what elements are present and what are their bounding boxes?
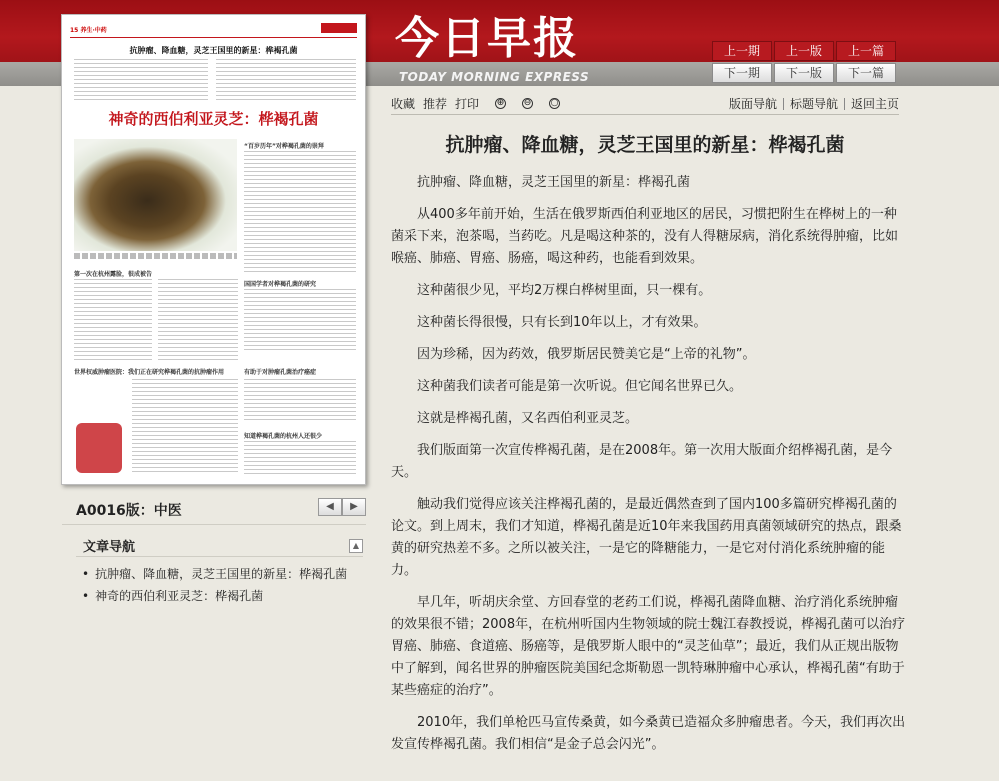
home-link[interactable]: 返回主页 [850, 96, 899, 111]
next-article-button[interactable]: 下一篇 [836, 63, 896, 83]
article-paragraph: 从400多年前开始，生活在俄罗斯西伯利亚地区的居民，习惯把附生在桦树上的一种菌采下来，泡茶喝，当药吃。凡是喝这种茶的，没有人得糖尿病，消化系统得肿瘤，比如喉癌、肺癌、胃癌、肠癌，喝这种药，也能看到效果。 [391, 207, 899, 266]
print-link[interactable]: 打印 [455, 97, 480, 111]
bookmark-link[interactable]: 收藏 [391, 97, 416, 111]
next-page-arrow-icon[interactable]: ▶ [342, 498, 366, 516]
thumbnail-text-block [74, 59, 208, 103]
thumbnail-subhead: “百岁历年”对桦褐孔菌的崇拜 [244, 143, 324, 150]
next-page-button[interactable]: 下一版 [774, 63, 834, 83]
article-paragraph: 触动我们觉得应该关注桦褐孔菌的，是最近偶然查到了国内100多篇研究桦褐孔菌的论文。到上周末，我们才知道，桦褐孔菌是近10年来我国药用真菌领域研究的热点，跟桑黄的研究热差不多。之所以被关注，一是它的降糖能力，一是它对付消化系统肿瘤的能力。 [391, 497, 902, 578]
zoom-in-icon[interactable]: ⊕ [496, 98, 505, 108]
mushroom-photo [74, 139, 237, 251]
article-paragraph: 因为珍稀，因为药效，俄罗斯居民赞美它是“上帝的礼物”。 [417, 347, 756, 362]
thumbnail-kicker: 抗肿瘤、降血糖，灵芝王国里的新星：桦褐孔菌 [129, 46, 298, 55]
prev-page-arrow-icon[interactable]: ◀ [318, 498, 342, 516]
thumbnail-text-block [244, 379, 356, 423]
edition-nav [712, 41, 898, 83]
article-paragraph: 早几年，听胡庆余堂、方回春堂的老药工们说，桦褐孔菌降血糖、治疗消化系统肿瘤的效果很不错；2008年，在杭州听国内生物领域的院士魏江春教授说，桦褐孔菌可以治疗胃癌、肺癌、食道癌、肠癌等，是俄罗斯人眼中的“灵芝仙草”；最近，我们从正规出版物中了解到，闻名世界的肿瘤医院美国纪念斯勒恩一凯特琳肿瘤中心承认，桦褐孔菌“有助于某些癌症的治疗”。 [391, 595, 906, 698]
article-paragraph: 这种菌我们读者可能是第一次听说。但它闻名世界已久。 [417, 379, 743, 394]
thumbnail-text-block [244, 441, 356, 477]
thumbnail-subhead: 国国学者对桦褐孔菌的研究 [244, 281, 317, 288]
thumbnail-subhead: 知道桦褐孔菌的杭州人还很少 [244, 433, 323, 440]
zoom-reset-icon[interactable]: ○ [550, 98, 559, 108]
thumbnail-text-block [216, 59, 356, 103]
article-nav-list [76, 563, 363, 607]
page-label: A0016版：中医 [76, 503, 182, 519]
thumbnail-text-block [244, 289, 356, 353]
article-paragraph: 这种菌很少见，平均2万棵白桦树里面，只一棵有。 [417, 283, 712, 298]
thumbnail-text-block [132, 379, 238, 475]
photo-caption [74, 253, 237, 259]
thumbnail-subhead: 第一次在杭州露脸，很成被告 [74, 271, 153, 278]
thumbnail-subhead: 有助于对肿瘤孔菌治疗癌症 [244, 369, 317, 376]
article-paragraph: 2010年，我们单枪匹马宣传桑黄，如今桑黄已造福众多肿瘤患者。今天，我们再次出发宣传桦褐孔菌。我们相信“是金子总会闪光”。 [391, 715, 906, 752]
article-body [391, 172, 909, 766]
masthead-logo: 今日早报 [395, 13, 579, 64]
article-paragraph: 这种菌长得很慢，只有长到10年以上，才有效果。 [417, 315, 707, 330]
thumbnail-page-header: 15 养生·中药 [70, 27, 107, 34]
zoom-out-icon[interactable]: ⊖ [523, 98, 532, 108]
article-title: 抗肿瘤、降血糖，灵芝王国里的新星：桦褐孔菌 [445, 134, 845, 156]
collapse-icon[interactable]: ▲ [349, 539, 363, 553]
thumbnail-text-block [74, 279, 152, 361]
thumbnail-text-block [158, 279, 238, 361]
thumbnail-subhead: 世界权威肿瘤医院：我们正在研究桦褐孔菌的抗肿瘤作用 [74, 369, 225, 376]
masthead-subtitle: TODAY MORNING EXPRESS [399, 70, 590, 84]
article-nav-title: 文章导航 [83, 540, 136, 555]
prev-issue-button[interactable]: 上一期 [712, 41, 772, 61]
article-toolbar [391, 93, 899, 115]
article-nav-panel [76, 535, 363, 607]
article-paragraph: 这就是桦褐孔菌，又名西伯利亚灵芝。 [417, 411, 639, 426]
red-seal-stamp [76, 423, 122, 473]
prev-page-button[interactable]: 上一版 [774, 41, 834, 61]
article-paragraph: 我们版面第一次宣传桦褐孔菌，是在2008年。第一次用大版面介绍桦褐孔菌，是今天。 [391, 443, 893, 480]
article-paragraph: 抗肿瘤、降血糖，灵芝王国里的新星：桦褐孔菌 [417, 175, 691, 190]
thumbnail-rule [70, 37, 357, 38]
article-nav-item[interactable]: • 神奇的西伯利亚灵芝：桦褐孔菌 [76, 585, 363, 607]
page-thumbnail[interactable] [61, 14, 366, 485]
page-arrows [318, 498, 366, 516]
left-divider [62, 524, 366, 525]
article-nav-header [76, 535, 363, 557]
article-nav-item[interactable]: • 抗肿瘤、降血糖，灵芝王国里的新星：桦褐孔菌 [76, 563, 363, 585]
recommend-link[interactable]: 推荐 [423, 97, 448, 111]
prev-article-button[interactable]: 上一篇 [836, 41, 896, 61]
thumbnail-headline: 神奇的西伯利亚灵芝：桦褐孔菌 [108, 110, 319, 128]
page-nav-link[interactable]: 版面导航 [723, 98, 784, 110]
title-nav-link[interactable]: 标题导航 [784, 98, 845, 110]
thumbnail-text-block [244, 151, 356, 275]
thumbnail-logo [321, 23, 357, 33]
next-issue-button[interactable]: 下一期 [712, 63, 772, 83]
